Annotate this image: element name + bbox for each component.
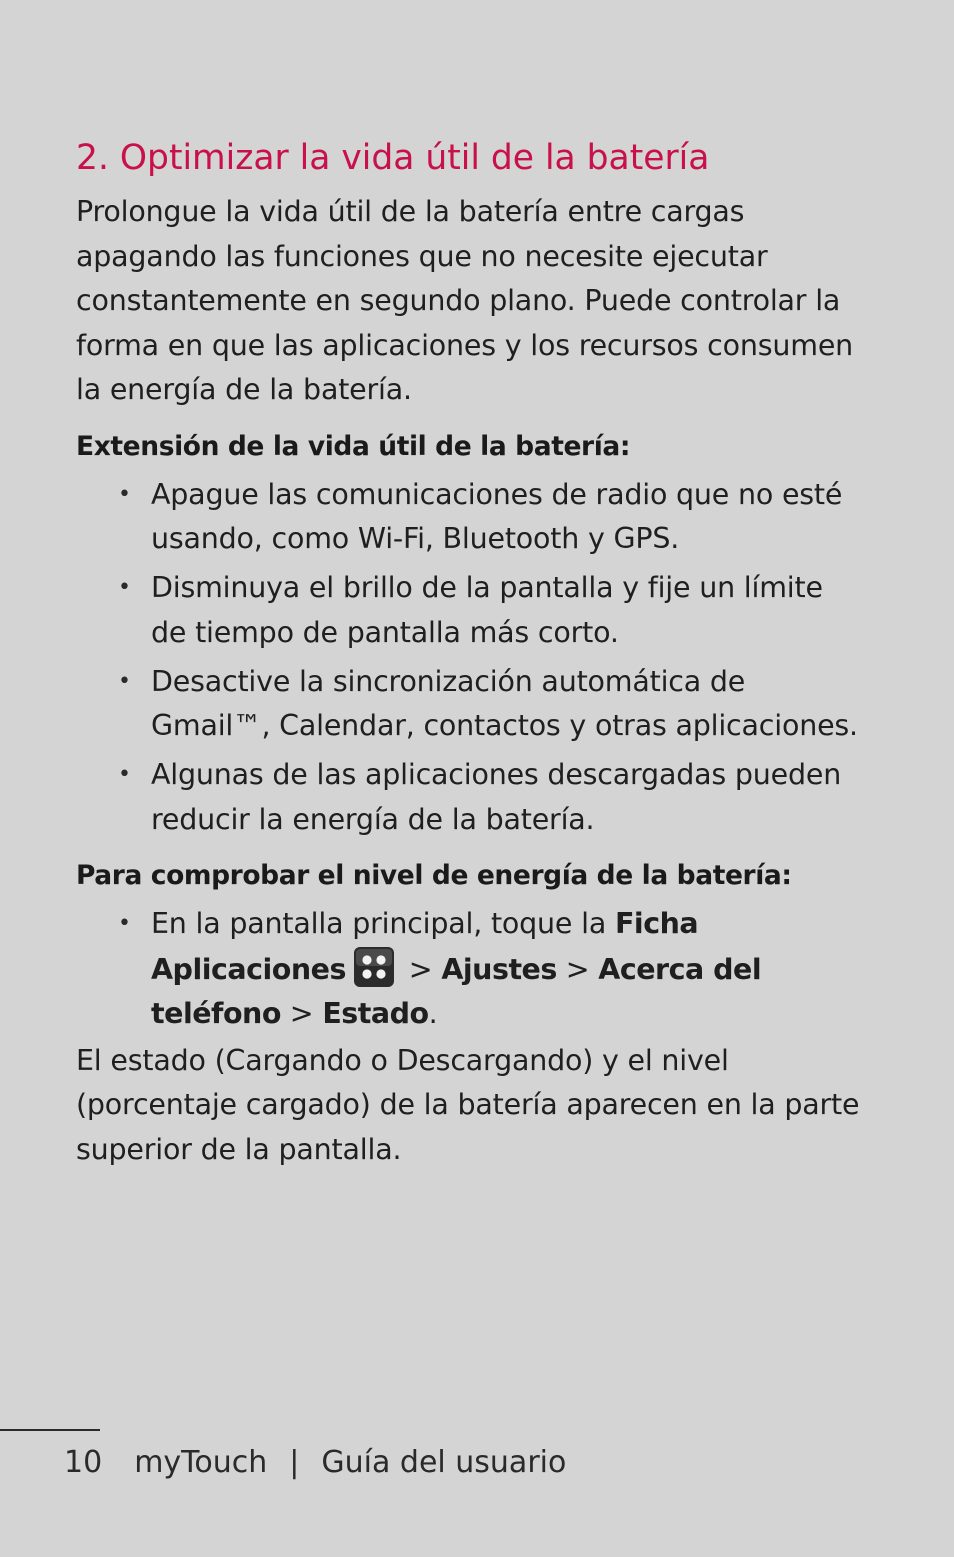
list-item [76, 660, 866, 749]
step-separator: > [280, 997, 323, 1030]
extension-heading: Extensión de la vida útil de la batería: [76, 430, 631, 462]
extension-list [76, 473, 866, 843]
list-item-text: Apague las comunicaciones de radio que no esté usando, como Wi-Fi, Bluetooth y GPS. [151, 477, 843, 555]
intro-paragraph: Prolongue la vida útil de la batería entre cargas apagando las funciones que no necesite ejecutar constantemente en segundo plano. Puede controlar la forma en que las aplicaciones y los recursos consumen la energía de la batería. [76, 195, 854, 406]
footer-divider [0, 1429, 100, 1431]
list-item [76, 473, 866, 562]
section-title: 2. Optimizar la vida útil de la batería [76, 138, 710, 178]
apps-tab-label: Ficha Aplicaciones [151, 907, 699, 986]
list-item [76, 902, 866, 1037]
page-footer [64, 1440, 566, 1486]
step-separator: > [556, 952, 599, 986]
bullet-icon: • [118, 911, 131, 936]
bullet-icon: • [118, 762, 131, 787]
status-label: Estado [322, 997, 429, 1030]
step-separator: > [399, 952, 442, 986]
step-end: . [428, 997, 438, 1030]
bullet-icon: • [118, 481, 131, 507]
list-item-text: Disminuya el brillo de la pantalla y fije un límite de tiempo de pantalla más corto. [151, 571, 823, 649]
list-item [76, 753, 866, 842]
outro-paragraph: El estado (Cargando o Descargando) y el nivel (porcentaje cargado) de la batería aparecen en la parte superior de la pantalla. [76, 1043, 860, 1166]
bullet-icon: • [118, 668, 131, 694]
guide-title: Guía del usuario [321, 1445, 567, 1480]
list-item-text: Algunas de las aplicaciones descargadas pueden reducir la energía de la batería. [151, 758, 842, 836]
footer-separator: | [289, 1445, 300, 1480]
page-number: 10 [64, 1445, 103, 1480]
settings-label: Ajustes [441, 952, 557, 986]
list-item [76, 566, 866, 655]
apps-grid-icon [354, 947, 394, 987]
check-heading: Para comprobar el nivel de energía de la batería: [76, 860, 792, 891]
bullet-icon: • [118, 575, 131, 600]
step-prefix: En la pantalla principal, toque la [151, 907, 615, 940]
product-name: myTouch [134, 1445, 268, 1480]
check-steps-list [76, 902, 866, 1037]
list-item-text: Desactive la sincronización automática de Gmail™, Calendar, contactos y otras aplicaciones. [151, 664, 858, 742]
section-content [76, 134, 866, 1172]
about-phone-label: Acerca del teléfono [151, 952, 762, 1030]
